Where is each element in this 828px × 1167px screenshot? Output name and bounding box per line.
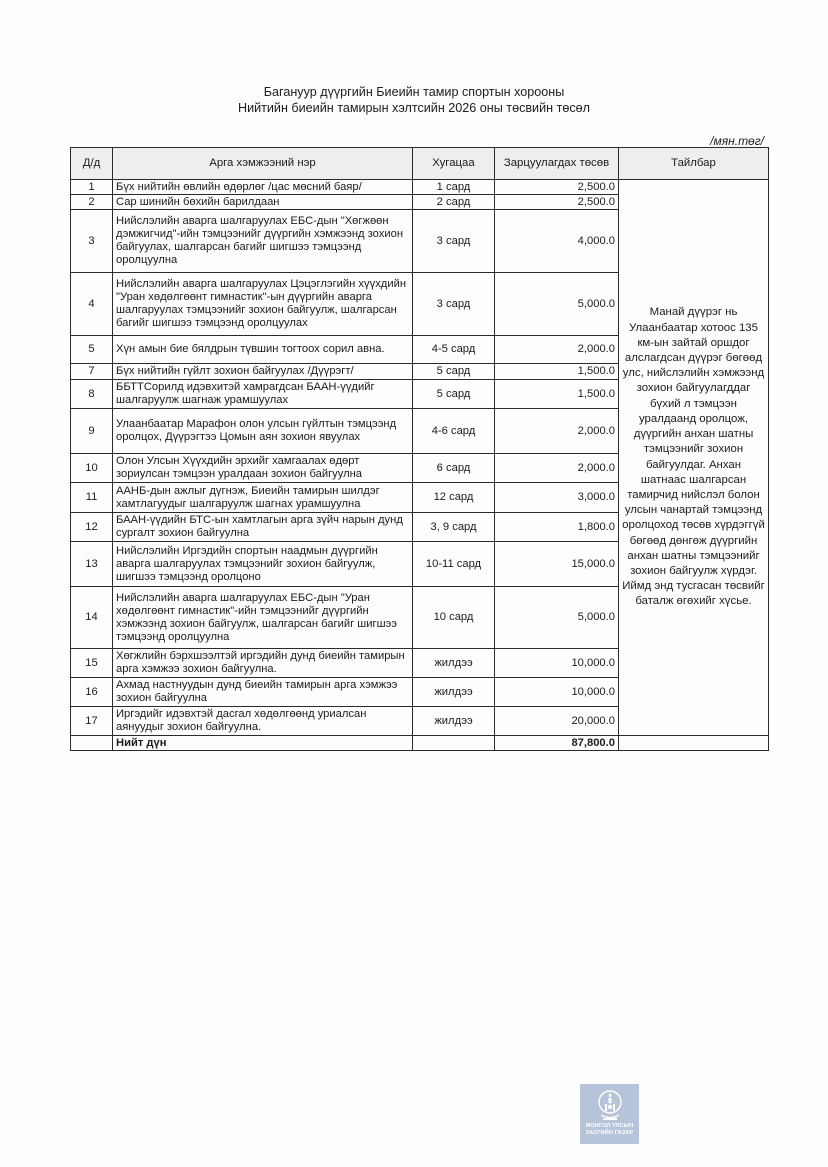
row-name: Улаанбаатар Марафон олон улсын гүйлтын тэмцээнд оролцох, Дүүрэгтээ Цомын аян зохион явуулах (113, 409, 413, 454)
row-num: 15 (71, 649, 113, 678)
row-name: БААН-үүдийн БТС-ын хамтлагын арга зүйч нарын дунд сургалт зохион байгуулна (113, 513, 413, 542)
row-name: Бүх нийтийн гүйлт зохион байгуулах /Дүүрэгт/ (113, 364, 413, 380)
header-amount: Зарцуулагдах төсөв (495, 148, 619, 180)
soyombo-emblem-icon (595, 1089, 625, 1123)
row-name: Нийслэлийн аварга шалгаруулах Цэцэглэгийн хүүхдийн "Уран хөдөлгөөнт гимнастик"-ын дүүргийн аварга шалгаруулах тэмцээнийг зохион байгуулж, шалгарсан багийг шигшээ тэмцээнд оролцуулах (113, 273, 413, 336)
row-num: 13 (71, 542, 113, 587)
header-name: Арга хэмжээний нэр (113, 148, 413, 180)
row-amount: 15,000.0 (495, 542, 619, 587)
row-num: 10 (71, 454, 113, 483)
row-amount: 2,000.0 (495, 454, 619, 483)
table-header-row (71, 148, 769, 180)
total-duration-cell (413, 736, 495, 751)
row-duration: жилдээ (413, 678, 495, 707)
row-name: Нийслэлийн Иргэдийн спортын наадмын дүүргийн аварга шалгаруулах тэмцээнийг зохион байгуулж, шигшээ тэмцээнд оролцоно (113, 542, 413, 587)
row-num: 5 (71, 336, 113, 364)
row-duration: жилдээ (413, 707, 495, 736)
total-num-cell (71, 736, 113, 751)
row-amount: 20,000.0 (495, 707, 619, 736)
row-amount: 3,000.0 (495, 483, 619, 513)
header-duration: Хугацаа (413, 148, 495, 180)
row-duration: 3 сард (413, 273, 495, 336)
budget-table (70, 147, 769, 751)
row-num: 11 (71, 483, 113, 513)
row-name: Сар шинийн бөхийн барилдаан (113, 195, 413, 210)
total-label: Нийт дүн (113, 736, 413, 751)
row-name: Бүх нийтийн өвлийн өдөрлөг /цас мөсний баяр/ (113, 180, 413, 195)
total-amount: 87,800.0 (495, 736, 619, 751)
row-name: Хөгжлийн бэрхшээлтэй иргэдийн дунд биеийн тамирын арга хэмжээ зохион байгуулна. (113, 649, 413, 678)
row-duration: 6 сард (413, 454, 495, 483)
row-amount: 5,000.0 (495, 273, 619, 336)
row-duration: 5 сард (413, 364, 495, 380)
row-name: Хүн амын бие бялдрын түвшин тогтоох сорил авна. (113, 336, 413, 364)
row-amount: 2,500.0 (495, 180, 619, 195)
row-num: 1 (71, 180, 113, 195)
emblem-caption-line-2: ЗАСГИЙН ГАЗАР (585, 1130, 634, 1136)
row-num: 16 (71, 678, 113, 707)
row-name: Олон Улсын Хүүхдийн эрхийг хамгаалах өдөрт зориулсан тэмцээн уралдаан зохион байгуулна (113, 454, 413, 483)
table-row (71, 180, 769, 195)
row-duration: жилдээ (413, 649, 495, 678)
row-num: 3 (71, 210, 113, 273)
row-num: 7 (71, 364, 113, 380)
header-num: Д/д (71, 148, 113, 180)
row-num: 8 (71, 380, 113, 409)
row-amount: 1,500.0 (495, 364, 619, 380)
row-duration: 3 сард (413, 210, 495, 273)
row-duration: 3, 9 сард (413, 513, 495, 542)
row-amount: 5,000.0 (495, 587, 619, 649)
total-row (71, 736, 769, 751)
row-num: 12 (71, 513, 113, 542)
row-amount: 10,000.0 (495, 649, 619, 678)
row-num: 17 (71, 707, 113, 736)
row-duration: 2 сард (413, 195, 495, 210)
row-num: 4 (71, 273, 113, 336)
row-amount: 1,500.0 (495, 380, 619, 409)
row-duration: 4-5 сард (413, 336, 495, 364)
row-amount: 10,000.0 (495, 678, 619, 707)
row-duration: 12 сард (413, 483, 495, 513)
header-note: Тайлбар (619, 148, 769, 180)
row-duration: 10-11 сард (413, 542, 495, 587)
row-amount: 2,000.0 (495, 409, 619, 454)
row-duration: 1 сард (413, 180, 495, 195)
row-name: Нийслэлийн аварга шалгаруулах ЕБС-дын "Уран хөдөлгөөнт гимнастик"-ийн тэмцээнийг дүүргийн хэмжээнд зохион байгуулж, шалгарсан багийг шигшээ тэмцээнд оролцуулна (113, 587, 413, 649)
government-emblem (580, 1084, 639, 1144)
row-amount: 2,000.0 (495, 336, 619, 364)
row-num: 2 (71, 195, 113, 210)
row-name: ББТТСорилд идэвхитэй хамрагдсан БААН-үүдийг шалгаруулж шагнаж урамшуулах (113, 380, 413, 409)
row-amount: 1,800.0 (495, 513, 619, 542)
row-num: 14 (71, 587, 113, 649)
title-line-2: Нийтийн биеийн тамирын хэлтсийн 2026 оны төсвийн төсөл (237, 101, 591, 115)
total-note-cell (619, 736, 769, 751)
row-duration: 4-6 сард (413, 409, 495, 454)
currency-unit: /мян.төг/ (710, 134, 764, 148)
row-name: Нийслэлийн аварга шалгаруулах ЕБС-дын "Хөгжөөн дэмжигчид"-ийн тэмцээнийг дүүргийн хэмжээнд зохион байгуулах, шалгарсан багийг шигшээ тэмцээнд оролцуулна (113, 210, 413, 273)
document-title (0, 84, 828, 116)
row-duration: 5 сард (413, 380, 495, 409)
row-name: ААНБ-дын ажлыг дүгнэж, Биеийн тамирын шилдэг хамтлагуудыг шалгаруулж шагнах урамшуулна (113, 483, 413, 513)
row-amount: 2,500.0 (495, 195, 619, 210)
note-cell: Манай дүүрэг нь Улаанбаатар хотоос 135 км-ын зайтай оршдог алслагдсан дүүрэг бөгөөд улс, нийслэлийн хэмжээнд зохион байгуулагддаг бүхий л тэмцээн уралдаанд оролцож, дүүргийн анхан шатны тэмцээнийг зохион байгуулдаг. Анхан шатнаас шалгарсан тамирчид нийслэл болон улсын чанартай тэмцээнд оролцоход төсөв хүрдэггүй бөгөөд дөнгөж дүүргийн анхан шатны тэмцээнийг зохион байгуулж хүрдэг. Иймд энд тусгасан төсвийг баталж өгөхийг хүсье. (619, 180, 769, 736)
emblem-caption-line-1: МОНГОЛ УЛСЫН (585, 1123, 634, 1129)
title-line-1: Багануур дүүргийн Биеийн тамир спортын хорооны (263, 85, 565, 99)
row-amount: 4,000.0 (495, 210, 619, 273)
row-name: Ахмад настнуудын дунд биеийн тамирын арга хэмжээ зохион байгуулна (113, 678, 413, 707)
row-name: Иргэдийг идэвхтэй дасгал хөдөлгөөнд уриалсан аянуудыг зохион байгуулна. (113, 707, 413, 736)
row-num: 9 (71, 409, 113, 454)
row-duration: 10 сард (413, 587, 495, 649)
